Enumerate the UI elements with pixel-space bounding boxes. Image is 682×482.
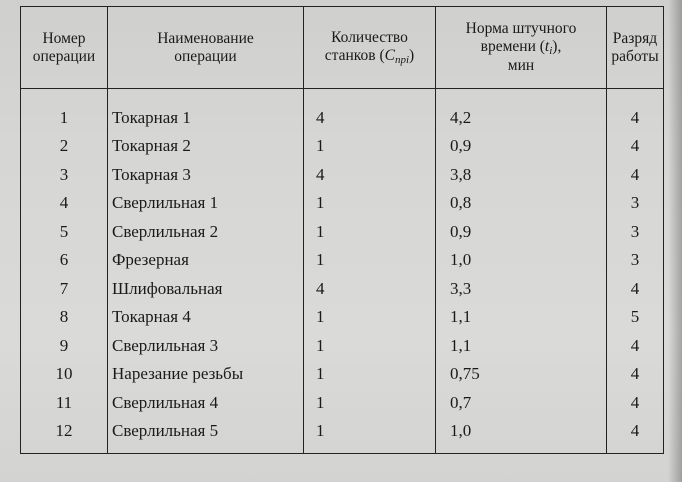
cell-machine-count: 1 — [304, 217, 436, 246]
header-number-line1: Номер — [42, 29, 86, 47]
table-row — [21, 217, 664, 246]
table-row — [21, 189, 664, 218]
cell-work-grade: 4 — [607, 360, 664, 389]
header-time-subscript: i — [549, 44, 553, 57]
cell-operation-name: Фрезерная — [108, 246, 304, 275]
cell-work-grade: 4 — [607, 388, 664, 417]
cell-number: 5 — [21, 217, 108, 246]
cell-number: 1 — [21, 89, 108, 132]
cell-machine-count: 1 — [304, 132, 436, 161]
cell-number: 8 — [21, 303, 108, 332]
cell-machine-count: 1 — [304, 360, 436, 389]
cell-number: 3 — [21, 160, 108, 189]
cell-time-norm: 1,1 — [436, 303, 607, 332]
header-count-line2-post: ) — [409, 46, 415, 64]
cell-operation-name: Сверлильная 1 — [108, 189, 304, 218]
cell-time-norm: 3,3 — [436, 274, 607, 303]
cell-number: 10 — [21, 360, 108, 389]
header-count-line1: Количество — [331, 28, 408, 46]
header-time-line3: мин — [507, 57, 535, 75]
cell-work-grade: 3 — [607, 189, 664, 218]
operations-table — [20, 6, 664, 454]
table-row — [21, 132, 664, 161]
cell-machine-count: 1 — [304, 388, 436, 417]
header-grade-line2: работы — [611, 47, 659, 65]
cell-time-norm: 4,2 — [436, 89, 607, 132]
cell-work-grade: 4 — [607, 417, 664, 454]
header-time-symbol: t — [544, 37, 550, 55]
cell-number: 11 — [21, 388, 108, 417]
table-row — [21, 160, 664, 189]
table-header-row — [21, 7, 664, 89]
table-row — [21, 246, 664, 275]
table-row — [21, 388, 664, 417]
header-number — [21, 7, 108, 89]
table-row — [21, 417, 664, 454]
cell-machine-count: 1 — [304, 303, 436, 332]
cell-operation-name: Токарная 4 — [108, 303, 304, 332]
cell-operation-name: Токарная 1 — [108, 89, 304, 132]
cell-machine-count: 1 — [304, 417, 436, 454]
cell-work-grade: 4 — [607, 331, 664, 360]
cell-time-norm: 1,1 — [436, 331, 607, 360]
cell-machine-count: 4 — [304, 89, 436, 132]
header-time-line1: Норма штучного — [465, 19, 577, 37]
cell-machine-count: 1 — [304, 246, 436, 275]
cell-work-grade: 4 — [607, 274, 664, 303]
cell-machine-count: 4 — [304, 274, 436, 303]
cell-operation-name: Сверлильная 5 — [108, 417, 304, 454]
cell-number: 6 — [21, 246, 108, 275]
cell-work-grade: 5 — [607, 303, 664, 332]
cell-machine-count: 4 — [304, 160, 436, 189]
header-time — [436, 7, 607, 89]
cell-operation-name: Сверлильная 3 — [108, 331, 304, 360]
cell-time-norm: 1,0 — [436, 417, 607, 454]
cell-operation-name: Шлифовальная — [108, 274, 304, 303]
cell-time-norm: 0,9 — [436, 217, 607, 246]
cell-operation-name: Нарезание резьбы — [108, 360, 304, 389]
cell-operation-name: Токарная 2 — [108, 132, 304, 161]
table-body — [21, 89, 664, 454]
header-count-symbol: C — [384, 46, 395, 64]
table-row — [21, 303, 664, 332]
page-edge-shadow — [668, 0, 682, 482]
table-row — [21, 360, 664, 389]
cell-machine-count: 1 — [304, 331, 436, 360]
header-name — [108, 7, 304, 89]
cell-number: 9 — [21, 331, 108, 360]
cell-work-grade: 3 — [607, 217, 664, 246]
header-grade-line1: Разряд — [612, 29, 658, 47]
cell-time-norm: 0,75 — [436, 360, 607, 389]
cell-work-grade: 3 — [607, 246, 664, 275]
cell-work-grade: 4 — [607, 132, 664, 161]
header-time-line2-pre: времени ( — [480, 37, 545, 55]
cell-machine-count: 1 — [304, 189, 436, 218]
header-number-line2: операции — [32, 47, 96, 65]
header-time-line2-post: ), — [552, 37, 562, 55]
cell-operation-name: Сверлильная 2 — [108, 217, 304, 246]
header-grade — [607, 7, 664, 89]
header-count — [304, 7, 436, 89]
table-row — [21, 331, 664, 360]
header-name-line1: Наименование — [157, 29, 254, 47]
cell-time-norm: 1,0 — [436, 246, 607, 275]
header-count-line2-pre: станков ( — [324, 46, 385, 64]
table-row — [21, 274, 664, 303]
cell-operation-name: Токарная 3 — [108, 160, 304, 189]
cell-number: 7 — [21, 274, 108, 303]
cell-time-norm: 0,8 — [436, 189, 607, 218]
cell-number: 12 — [21, 417, 108, 454]
cell-time-norm: 3,8 — [436, 160, 607, 189]
cell-time-norm: 0,9 — [436, 132, 607, 161]
table-row — [21, 89, 664, 132]
cell-operation-name: Сверлильная 4 — [108, 388, 304, 417]
cell-number: 2 — [21, 132, 108, 161]
cell-number: 4 — [21, 189, 108, 218]
cell-work-grade: 4 — [607, 89, 664, 132]
header-count-subscript: прi — [394, 53, 410, 66]
cell-time-norm: 0,7 — [436, 388, 607, 417]
header-name-line2: операции — [174, 47, 237, 65]
cell-work-grade: 4 — [607, 160, 664, 189]
